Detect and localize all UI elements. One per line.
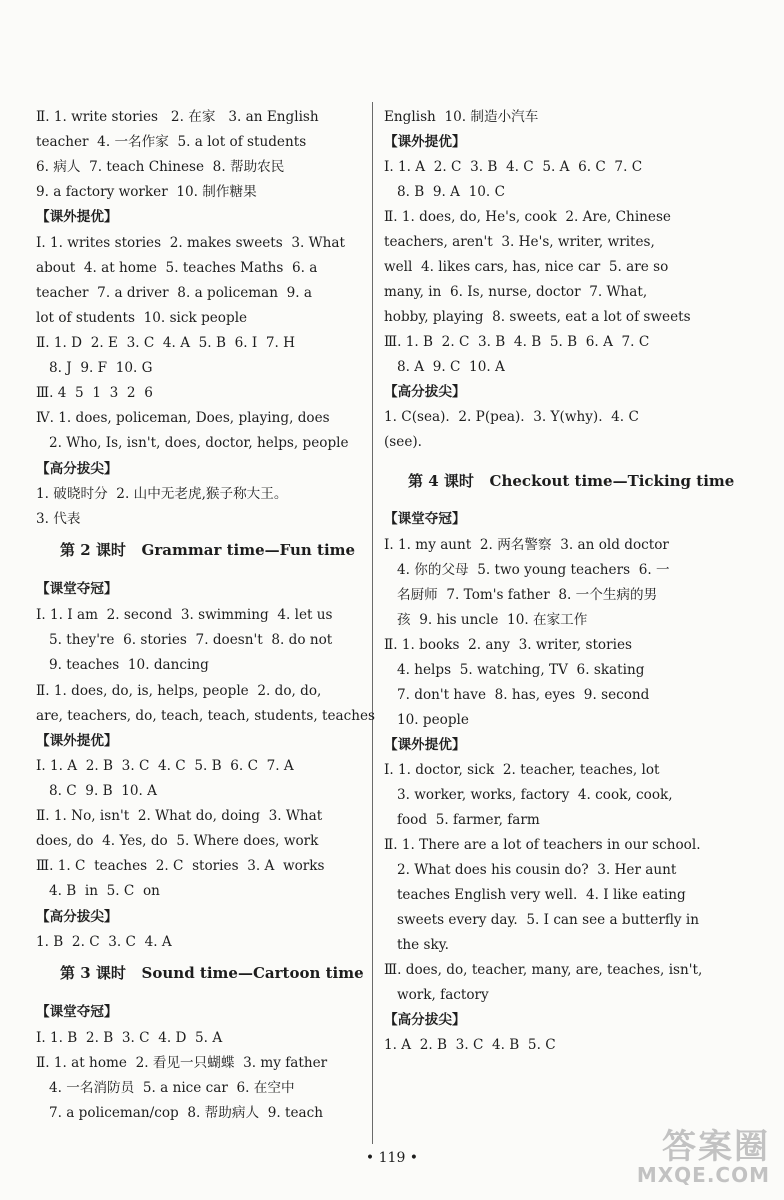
column-divider: [372, 102, 373, 1144]
section-heading: 【课外提优】: [384, 737, 466, 753]
answer-line: Ⅳ. 1. does, policeman, Does, playing, does: [36, 410, 330, 426]
lesson-title: 第 3 课时 Sound time—Cartoon time: [60, 964, 364, 982]
answer-line: about 4. at home 5. teaches Maths 6. a: [36, 260, 318, 276]
answer-line: teacher 7. a driver 8. a policeman 9. a: [36, 285, 313, 301]
answer-line: Ⅱ. 1. does, do, is, helps, people 2. do, do,: [36, 683, 322, 699]
answer-line: 1. B 2. C 3. C 4. A: [36, 934, 172, 950]
section-heading: 【课堂夺冠】: [384, 511, 466, 527]
answer-line: 8. J 9. F 10. G: [36, 360, 153, 376]
answer-line: 2. Who, Is, isn't, does, doctor, helps, people: [36, 435, 349, 451]
lesson-title: 第 2 课时 Grammar time—Fun time: [60, 541, 356, 559]
answer-line: (see).: [384, 434, 422, 450]
answer-line: many, in 6. Is, nurse, doctor 7. What,: [384, 284, 648, 300]
section-heading: 【高分拔尖】: [36, 461, 118, 477]
answer-line: well 4. likes cars, has, nice car 5. are so: [384, 259, 669, 275]
answer-line: Ⅱ. 1. No, isn't 2. What do, doing 3. What: [36, 808, 323, 824]
answer-line: Ⅲ. 1. B 2. C 3. B 4. B 5. B 6. A 7. C: [384, 334, 650, 350]
lesson-title: 第 4 课时 Checkout time—Ticking time: [408, 472, 735, 490]
answer-line: Ⅱ. 1. There are a lot of teachers in our school.: [384, 837, 701, 853]
answer-line: 4. 你的父母 5. two young teachers 6. 一: [384, 562, 670, 578]
answer-line: hobby, playing 8. sweets, eat a lot of sweets: [384, 309, 691, 325]
answer-line: 2. What does his cousin do? 3. Her aunt: [384, 862, 677, 878]
answer-line: Ⅱ. 1. does, do, He's, cook 2. Are, Chinese: [384, 209, 671, 225]
section-heading: 【课堂夺冠】: [36, 581, 118, 597]
answer-line: 3. worker, works, factory 4. cook, cook,: [384, 787, 673, 803]
section-heading: 【课外提优】: [384, 134, 466, 150]
watermark-logo: [636, 1127, 770, 1187]
answer-line: Ⅲ. does, do, teacher, many, are, teaches, isn't,: [384, 962, 703, 978]
answer-line: 8. B 9. A 10. C: [384, 184, 505, 200]
answer-line: lot of students 10. sick people: [36, 310, 248, 326]
watermark-url: MXQE.COM: [636, 1163, 770, 1187]
answer-line: 6. 病人 7. teach Chinese 8. 帮助农民: [36, 159, 285, 175]
answer-line: Ⅲ. 1. C teaches 2. C stories 3. A works: [36, 858, 325, 874]
answer-line: Ⅰ. 1. doctor, sick 2. teacher, teaches, lot: [384, 762, 660, 778]
answer-line: 孩 9. his uncle 10. 在家工作: [384, 612, 588, 628]
answer-line: 4. B in 5. C on: [36, 883, 160, 899]
answer-line: 7. a policeman/cop 8. 帮助病人 9. teach: [36, 1105, 323, 1121]
answer-line: 4. helps 5. watching, TV 6. skating: [384, 662, 645, 678]
answer-line: 7. don't have 8. has, eyes 9. second: [384, 687, 650, 703]
answer-line: 8. C 9. B 10. A: [36, 783, 157, 799]
answer-line: teaches English very well. 4. I like eating: [384, 887, 686, 903]
answer-line: 1. 破晓时分 2. 山中无老虎,猴子称大王。: [36, 486, 288, 502]
answer-line: the sky.: [384, 937, 449, 953]
answer-line: 5. they're 6. stories 7. doesn't 8. do not: [36, 632, 333, 648]
answer-line: Ⅰ. 1. writes stories 2. makes sweets 3. What: [36, 235, 345, 251]
answer-line: Ⅰ. 1. I am 2. second 3. swimming 4. let us: [36, 607, 333, 623]
section-heading: 【课堂夺冠】: [36, 1004, 118, 1020]
answer-line: Ⅰ. 1. A 2. C 3. B 4. C 5. A 6. C 7. C: [384, 159, 643, 175]
answer-line: Ⅰ. 1. A 2. B 3. C 4. C 5. B 6. C 7. A: [36, 758, 294, 774]
answer-line: teachers, aren't 3. He's, writer, writes,: [384, 234, 655, 250]
answer-line: does, do 4. Yes, do 5. Where does, work: [36, 833, 319, 849]
answer-line: Ⅲ. 4 5 1 3 2 6: [36, 385, 153, 401]
answer-line: Ⅰ. 1. B 2. B 3. C 4. D 5. A: [36, 1030, 223, 1046]
answer-line: Ⅱ. 1. books 2. any 3. writer, stories: [384, 637, 632, 653]
answer-line: 9. a factory worker 10. 制作糖果: [36, 184, 257, 200]
section-heading: 【课外提优】: [36, 733, 118, 749]
answer-line: 1. A 2. B 3. C 4. B 5. C: [384, 1037, 556, 1053]
page-number: • 119 •: [365, 1150, 419, 1166]
answer-line: 4. 一名消防员 5. a nice car 6. 在空中: [36, 1080, 295, 1096]
answer-line: are, teachers, do, teach, teach, students, teaches: [36, 708, 375, 724]
answer-line: teacher 4. 一名作家 5. a lot of students: [36, 134, 307, 150]
section-heading: 【高分拔尖】: [384, 1012, 466, 1028]
answer-line: 9. teaches 10. dancing: [36, 657, 209, 673]
answer-line: Ⅱ. 1. write stories 2. 在家 3. an English: [36, 109, 319, 125]
section-heading: 【高分拔尖】: [384, 384, 466, 400]
answer-line: 名厨师 7. Tom's father 8. 一个生病的男: [384, 587, 658, 603]
section-heading: 【课外提优】: [36, 209, 118, 225]
answer-line: 8. A 9. C 10. A: [384, 359, 505, 375]
answer-line: Ⅱ. 1. D 2. E 3. C 4. A 5. B 6. I 7. H: [36, 335, 296, 351]
answer-line: 1. C(sea). 2. P(pea). 3. Y(why). 4. C: [384, 409, 639, 425]
answer-line: sweets every day. 5. I can see a butterfly in: [384, 912, 700, 928]
answer-line: Ⅰ. 1. my aunt 2. 两名警察 3. an old doctor: [384, 537, 669, 553]
answer-line: work, factory: [384, 987, 489, 1003]
answer-line: 10. people: [384, 712, 469, 728]
answer-line: Ⅱ. 1. at home 2. 看见一只蝴蝶 3. my father: [36, 1055, 328, 1071]
section-heading: 【高分拔尖】: [36, 909, 118, 925]
answer-line: food 5. farmer, farm: [384, 812, 540, 828]
answer-line: 3. 代表: [36, 511, 81, 527]
answer-line: English 10. 制造小汽车: [384, 109, 539, 125]
watermark-text: 答案圈: [662, 1127, 770, 1167]
